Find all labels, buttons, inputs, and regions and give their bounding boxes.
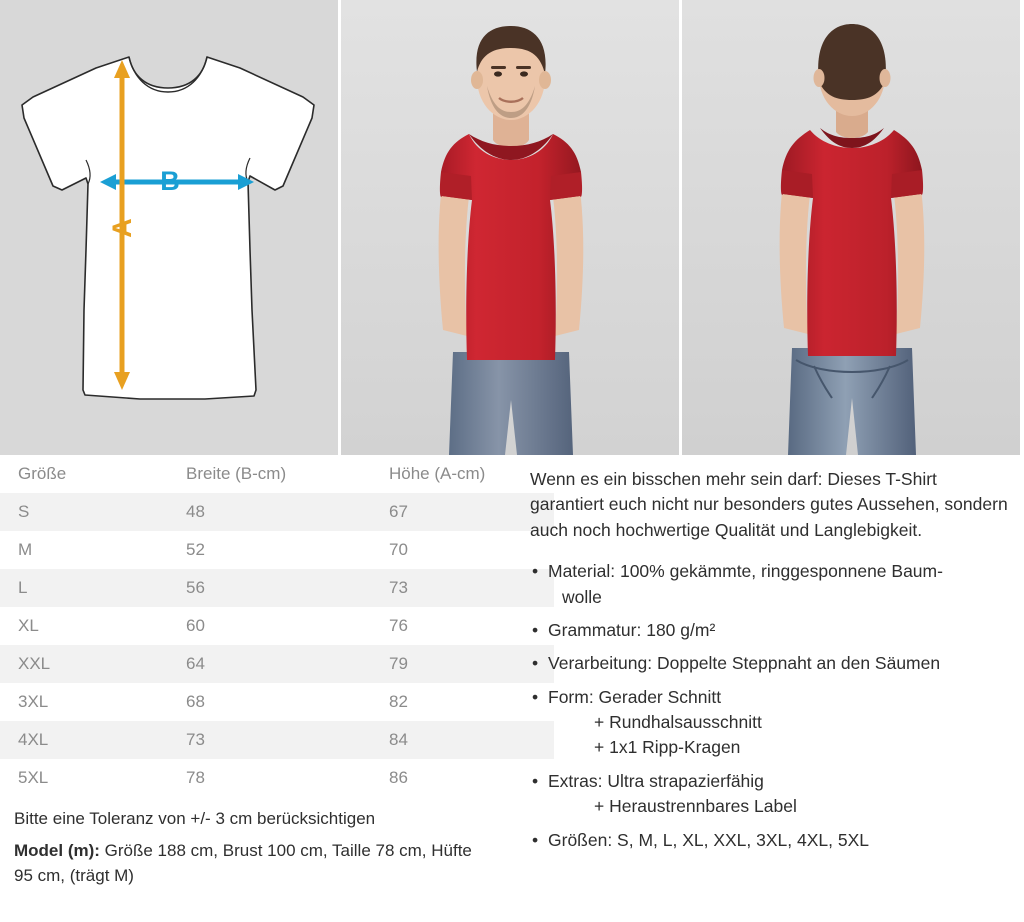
cell-height: 82 bbox=[389, 692, 408, 711]
svg-text:B: B bbox=[160, 166, 180, 196]
cell-size: XL bbox=[18, 616, 39, 635]
list-item bbox=[530, 559, 1010, 610]
list-item bbox=[530, 769, 1010, 820]
image-row bbox=[0, 0, 1024, 455]
cell-size: S bbox=[18, 502, 30, 521]
model-front-photo bbox=[341, 0, 679, 455]
bullet-icon: • bbox=[532, 619, 539, 640]
cell-height: 79 bbox=[389, 654, 408, 673]
table-row bbox=[0, 759, 554, 797]
bullet-icon: • bbox=[532, 653, 539, 674]
feature-sub: + Rundhalsausschnitt bbox=[594, 712, 762, 732]
list-item bbox=[530, 618, 1010, 643]
cell-height: 67 bbox=[389, 502, 408, 521]
table-row bbox=[0, 569, 554, 607]
feature-text: Größen: S, M, L, XL, XXL, 3XL, 4XL, 5XL bbox=[548, 829, 869, 850]
tolerance-note: Bitte eine Toleranz von +/- 3 cm berücksichtigen bbox=[14, 809, 376, 828]
list-item bbox=[530, 651, 1010, 676]
header-size: Größe bbox=[18, 464, 67, 483]
cell-width: 56 bbox=[186, 578, 205, 597]
list-item bbox=[530, 685, 1010, 761]
list-item bbox=[530, 828, 1010, 853]
cell-width: 64 bbox=[186, 654, 205, 673]
model-note bbox=[14, 839, 494, 888]
size-table-column bbox=[0, 455, 512, 922]
model-text: Größe 188 cm, Brust 100 cm, Taille 78 cm, Hüfte 95 cm, (trägt M) bbox=[14, 841, 472, 885]
cell-size: 5XL bbox=[18, 768, 49, 787]
cell-width: 68 bbox=[186, 692, 205, 711]
table-row bbox=[0, 721, 554, 759]
cell-height: 84 bbox=[389, 730, 408, 749]
size-table bbox=[0, 455, 554, 797]
table-header-row bbox=[0, 455, 554, 493]
cell-width: 48 bbox=[186, 502, 205, 521]
feature-sub: + Heraustrennbares Label bbox=[594, 796, 797, 817]
feature-list bbox=[530, 559, 1010, 853]
cell-size: XXL bbox=[18, 654, 51, 673]
cell-width: 60 bbox=[186, 616, 205, 635]
table-row bbox=[0, 645, 554, 683]
feature-text: Verarbeitung: Doppelte Steppnaht an den Säumen bbox=[548, 653, 941, 674]
feature-text-continued: wolle bbox=[562, 586, 602, 607]
cell-size: 4XL bbox=[18, 730, 49, 749]
cell-height: 73 bbox=[389, 578, 408, 597]
model-label: Model (m): bbox=[14, 841, 100, 860]
cell-width: 52 bbox=[186, 540, 205, 559]
cell-height: 76 bbox=[389, 616, 408, 635]
lower-section bbox=[0, 455, 1024, 922]
description-column bbox=[512, 455, 1024, 922]
feature-text: Grammatur: 180 g/m² bbox=[548, 619, 716, 640]
table-row bbox=[0, 493, 554, 531]
cell-size: M bbox=[18, 540, 33, 559]
cell-size: L bbox=[18, 578, 28, 597]
bullet-icon: • bbox=[532, 561, 539, 582]
cell-size: 3XL bbox=[18, 692, 49, 711]
bullet-icon: • bbox=[532, 686, 539, 707]
feature-text: Material: 100% gekämmte, ringgesponnene Baum- bbox=[548, 561, 943, 582]
table-row bbox=[0, 683, 554, 721]
cell-height: 70 bbox=[389, 540, 408, 559]
cell-width: 73 bbox=[186, 730, 205, 749]
svg-text:A: A bbox=[107, 218, 137, 238]
tshirt-measurement-diagram bbox=[0, 0, 338, 455]
cell-height: 86 bbox=[389, 768, 408, 787]
cell-width: 78 bbox=[186, 768, 205, 787]
bullet-icon: • bbox=[532, 829, 539, 850]
header-height: Höhe (A-cm) bbox=[389, 464, 486, 483]
table-row bbox=[0, 531, 554, 569]
feature-text: Form: Gerader Schnitt bbox=[548, 686, 722, 707]
model-back-photo bbox=[682, 0, 1020, 455]
header-width: Breite (B-cm) bbox=[186, 464, 287, 483]
feature-sub: + 1x1 Ripp-Kragen bbox=[594, 737, 741, 758]
table-row bbox=[0, 607, 554, 645]
description-intro: Wenn es ein bisschen mehr sein darf: Dieses T-Shirt garantiert euch nicht nur besonders gutes Aussehen, sondern auch noch hochwertige Qualität und Langlebigkeit. bbox=[530, 469, 1008, 540]
feature-text: Extras: Ultra strapazierfähig bbox=[548, 770, 764, 791]
bullet-icon: • bbox=[532, 770, 539, 791]
